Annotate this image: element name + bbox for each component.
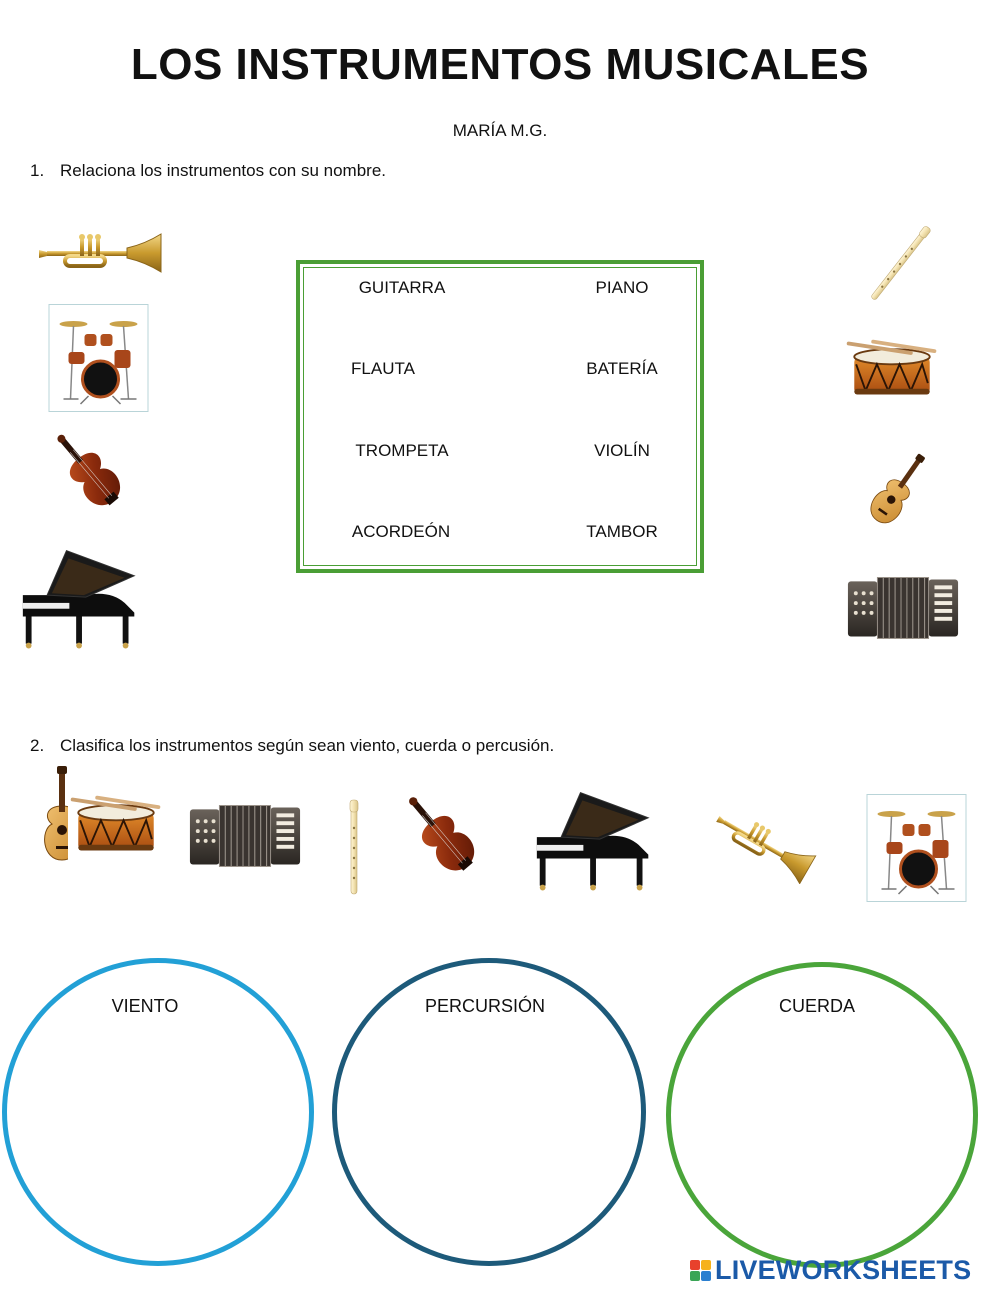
question-2-text: Clasifica los instrumentos según sean viento, cuerda o percusión. bbox=[60, 736, 555, 755]
percusion-label: PERCURSIÓN bbox=[424, 996, 545, 1016]
accordion-icon[interactable] bbox=[186, 794, 304, 876]
liveworksheets-brand: LIVEWORKSHEETS bbox=[715, 1254, 972, 1285]
word-violin[interactable]: VIOLÍN bbox=[594, 441, 650, 460]
drum-icon[interactable] bbox=[66, 792, 166, 858]
word-flauta[interactable]: FLAUTA bbox=[351, 359, 415, 378]
trumpet-icon[interactable] bbox=[34, 228, 166, 278]
word-guitarra[interactable]: GUITARRA bbox=[358, 278, 446, 297]
accordion-icon[interactable] bbox=[844, 566, 962, 648]
word-trompeta[interactable]: TROMPETA bbox=[355, 441, 449, 460]
question-2-number: 2. bbox=[30, 736, 45, 755]
drum-icon[interactable] bbox=[842, 336, 942, 402]
guitar-icon[interactable] bbox=[856, 440, 940, 540]
recorder-icon[interactable] bbox=[344, 792, 364, 904]
guitar-icon[interactable] bbox=[12, 766, 68, 876]
piano-icon[interactable] bbox=[18, 546, 144, 654]
liveworksheets-logo bbox=[690, 1254, 971, 1286]
violin-icon[interactable] bbox=[392, 786, 496, 890]
question-1 bbox=[30, 161, 386, 181]
recorder-icon[interactable] bbox=[864, 216, 936, 312]
question-2 bbox=[30, 736, 554, 756]
piano-icon[interactable] bbox=[532, 788, 658, 896]
word-acordeon[interactable]: ACORDEÓN bbox=[351, 522, 451, 541]
question-1-number: 1. bbox=[30, 161, 45, 180]
liveworksheets-icon bbox=[690, 1260, 711, 1281]
drum-kit-icon[interactable] bbox=[48, 304, 149, 412]
word-piano[interactable]: PIANO bbox=[595, 278, 649, 297]
cuerda-label: CUERDA bbox=[778, 996, 855, 1016]
page-title: LOS INSTRUMENTOS MUSICALES bbox=[130, 40, 870, 89]
drum-kit-icon[interactable] bbox=[866, 794, 967, 902]
word-tambor[interactable]: TAMBOR bbox=[586, 522, 658, 541]
word-box bbox=[296, 260, 704, 573]
word-bateria[interactable]: BATERÍA bbox=[586, 359, 658, 378]
author: MARÍA M.G. bbox=[452, 121, 548, 140]
viento-label: VIENTO bbox=[111, 996, 179, 1016]
trumpet-icon[interactable] bbox=[708, 804, 818, 884]
violin-icon[interactable] bbox=[38, 424, 144, 524]
question-1-text: Relaciona los instrumentos con su nombre. bbox=[60, 161, 386, 180]
